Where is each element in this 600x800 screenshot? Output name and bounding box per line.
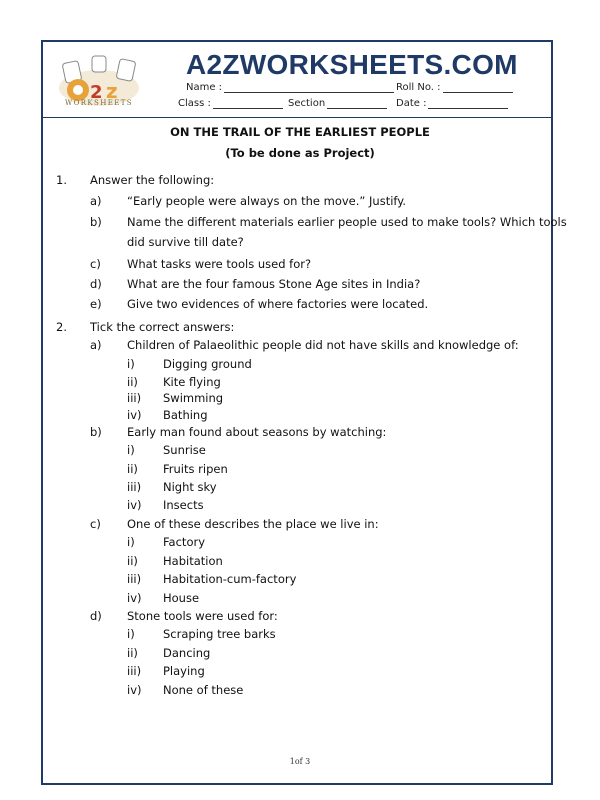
option-number: iv) [127, 591, 142, 605]
item-label: c) [90, 257, 101, 271]
name-field [186, 82, 394, 93]
question-number: 1. [56, 173, 67, 187]
item-label: e) [90, 297, 102, 311]
name-label: Name : [186, 82, 223, 93]
option-text[interactable]: House [163, 591, 200, 605]
date-field [396, 98, 508, 109]
option-text[interactable]: Night sky [163, 480, 217, 494]
header-divider [43, 117, 551, 118]
option-text[interactable]: Kite flying [163, 375, 221, 389]
section-field [288, 98, 387, 109]
item-text: Name the different materials earlier people used to make tools? Which tools [127, 215, 567, 229]
option-number: iii) [127, 664, 142, 678]
option-text[interactable]: Sunrise [163, 443, 206, 457]
option-number: iv) [127, 498, 142, 512]
option-number: iii) [127, 480, 142, 494]
option-text[interactable]: Habitation [163, 554, 223, 568]
part-text: Stone tools were used for: [127, 609, 278, 623]
option-text[interactable]: Habitation-cum-factory [163, 572, 297, 586]
name-line[interactable] [224, 83, 394, 93]
option-text[interactable]: Playing [163, 664, 205, 678]
site-title: A2ZWORKSHEETS.COM [186, 49, 518, 80]
date-label: Date : [396, 98, 427, 109]
option-number: i) [127, 627, 135, 641]
question-number: 2. [56, 320, 67, 334]
option-number: ii) [127, 554, 138, 568]
item-text: What are the four famous Stone Age sites in India? [127, 277, 421, 291]
option-number: ii) [127, 375, 138, 389]
item-text: “Early people were always on the move.” Justify. [127, 194, 407, 208]
option-number: i) [127, 535, 135, 549]
section-label: Section [288, 98, 326, 109]
part-label: c) [90, 517, 101, 531]
option-number: i) [127, 357, 135, 371]
option-number: iv) [127, 408, 142, 422]
option-text[interactable]: Swimming [163, 391, 224, 405]
question-text: Tick the correct answers: [90, 320, 235, 334]
option-number: ii) [127, 462, 138, 476]
svg-text:z: z [106, 79, 118, 103]
worksheet-subtitle: (To be done as Project) [225, 146, 375, 160]
item-label: b) [90, 215, 102, 229]
part-label: b) [90, 425, 102, 439]
svg-text:2: 2 [90, 82, 103, 103]
item-label: d) [90, 277, 102, 291]
option-number: iii) [127, 391, 142, 405]
part-text: Early man found about seasons by watching: [127, 425, 387, 439]
roll-line[interactable] [443, 83, 513, 93]
roll-label: Roll No. : [396, 82, 441, 93]
option-text[interactable]: Dancing [163, 646, 211, 660]
question-text: Answer the following: [90, 173, 215, 187]
worksheet-title: ON THE TRAIL OF THE EARLIEST PEOPLE [170, 125, 430, 139]
page-number: 1of 3 [289, 757, 311, 766]
option-number: ii) [127, 646, 138, 660]
option-text[interactable]: None of these [163, 683, 244, 697]
option-text[interactable]: Bathing [163, 408, 208, 422]
logo-caption: WORKSHEETS [64, 99, 134, 107]
option-text[interactable]: Fruits ripen [163, 462, 228, 476]
option-text[interactable]: Digging ground [163, 357, 252, 371]
option-text[interactable]: Factory [163, 535, 206, 549]
roll-field [396, 82, 513, 93]
option-number: i) [127, 443, 135, 457]
part-label: a) [90, 338, 102, 352]
item-text: What tasks were tools used for? [127, 257, 312, 271]
option-text[interactable]: Insects [163, 498, 204, 512]
part-text: One of these describes the place we live in: [127, 517, 379, 531]
class-label: Class : [178, 98, 211, 109]
option-text[interactable]: Scraping tree barks [163, 627, 276, 641]
date-line[interactable] [428, 99, 508, 109]
item-label: a) [90, 194, 102, 208]
option-number: iv) [127, 683, 142, 697]
class-field [178, 98, 283, 109]
class-line[interactable] [213, 99, 283, 109]
option-number: iii) [127, 572, 142, 586]
part-text: Children of Palaeolithic people did not have skills and knowledge of: [127, 338, 519, 352]
section-line[interactable] [327, 99, 387, 109]
item-text-continued: did survive till date? [127, 235, 244, 249]
part-label: d) [90, 609, 102, 623]
item-text: Give two evidences of where factories were located. [127, 297, 429, 311]
